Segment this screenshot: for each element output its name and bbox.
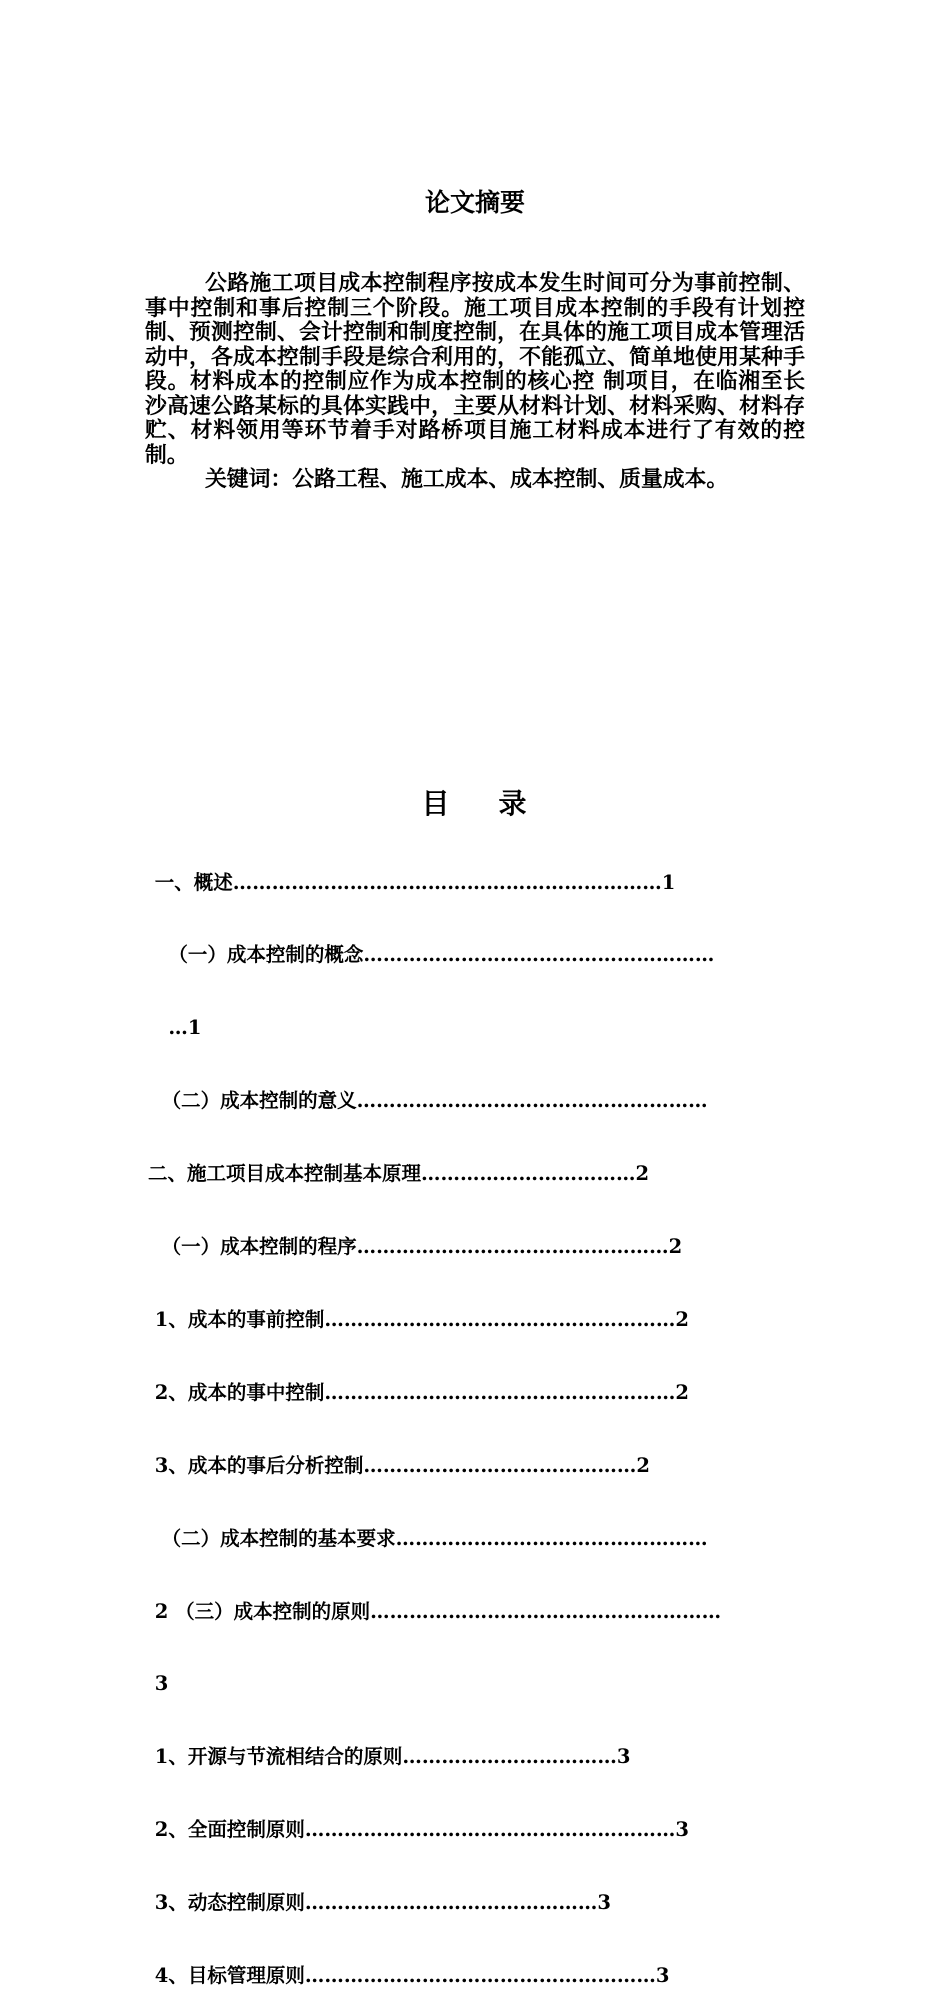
- toc-line: 二、施工项目成本控制基本原理……………………………2: [148, 1162, 650, 1186]
- toc-line: 3、成本的事后分析控制……………………………………2: [148, 1453, 650, 1477]
- toc-line: 3: [148, 1672, 169, 1696]
- toc-title: 目 录: [421, 787, 529, 820]
- abstract-paragraph: 公路施工项目成本控制程序按成本发生时间可分为事前控制、事中控制和事后控制三个阶段。施工项目成本控制的手段有计划控制、预测控制、会计控制和制度控制，在具体的施工项目成本管理活动中，各成本控制手段是综合利用的，不能孤立、简单地使用某种手段。材料成本的控制应作为成本控制的核心控 制项目，在临湘至长沙高速公路某标的具体实践中，主要从材料计划、材料采购、材料存贮、材料领用等环节着手对路桥项目施工材料成本进行了有效的控制。: [145, 271, 805, 468]
- toc-line: 2 （三）成本控制的原则………………………………………………: [148, 1599, 722, 1623]
- toc-line: 2、全面控制原则…………………………………………………3: [148, 1818, 689, 1842]
- toc-line: …1: [148, 1016, 202, 1040]
- abstract-body: [145, 272, 805, 493]
- toc-line: （二）成本控制的基本要求…………………………………………: [148, 1526, 708, 1550]
- toc-line: （一）成本控制的程序…………………………………………2: [148, 1235, 683, 1259]
- table-of-contents: [148, 822, 721, 2013]
- toc-line: 3、动态控制原则………………………………………3: [148, 1891, 611, 1915]
- toc-line: （二）成本控制的意义………………………………………………: [148, 1089, 708, 1113]
- toc-line: （一）成本控制的概念………………………………………………: [148, 943, 715, 967]
- toc-line: 2、成本的事中控制………………………………………………2: [148, 1380, 689, 1404]
- toc-line: 一、概述…………………………………………………………1: [148, 870, 676, 894]
- toc-line: 4、目标管理原则………………………………………………3: [148, 1963, 670, 1987]
- toc-line: 1、开源与节流相结合的原则……………………………3: [148, 1745, 631, 1769]
- abstract-title: 论文摘要: [424, 188, 525, 217]
- toc-line: 1、成本的事前控制………………………………………………2: [148, 1307, 689, 1331]
- abstract-keywords: 关键词：公路工程、施工成本、成本控制、质量成本。: [205, 467, 729, 492]
